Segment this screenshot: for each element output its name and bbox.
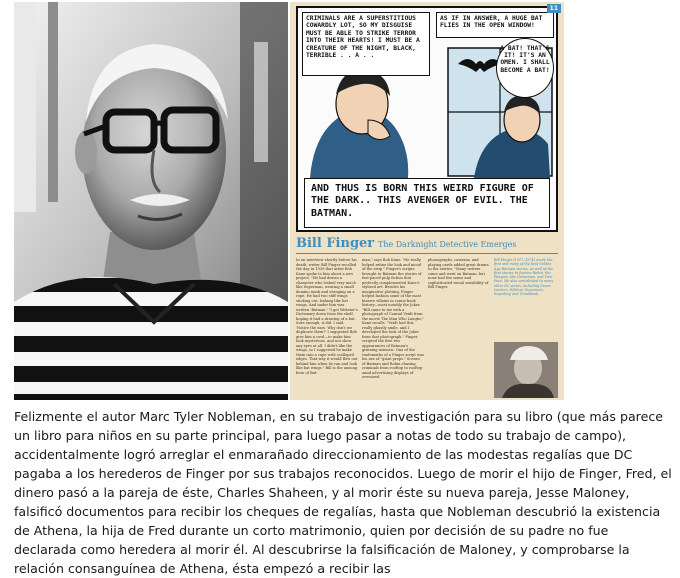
article-sidebar: Bill Finger (1917–1974) wrote the first and many of the best Golden Age Batman stories, as well as the first stories to feature Robin, the Penguin, the Catwoman, and Two-Face. He also contributed to many other DC series, including Green Lantern, Wildcat, Superman, Superboy, and Tomahawk. [494, 258, 554, 297]
comic-caption-right: AS IF IN ANSWER, A HUGE BAT FLIES IN THE OPEN WINDOW! [436, 12, 554, 38]
article-title: Bill Finger [296, 236, 375, 251]
comic-panel [296, 6, 558, 232]
comic-caption-left: CRIMINALS ARE A SUPERSTITIOUS COWARDLY LOT, SO MY DISGUISE MUST BE ABLE TO STRIKE TERROR INTO THEIR HEARTS! I MUST BE A CREATURE OF THE NIGHT, BLACK, TERRIBLE . . A . . [302, 12, 430, 76]
article-column-3: phonographs, cameras, and playing cards added great drama to the stories. "Many writers came and went on Batman, but none had the sense and sophisticated visual sensibility of Bill Finger. [428, 258, 489, 289]
article-subtitle: The Darknight Detective Emerges [378, 240, 517, 249]
magazine-page [290, 2, 564, 400]
inset-photo [494, 342, 558, 398]
article-column-2: man," says Bob Kane. "He really helped refine the look and mood of the strip." Finger's scripts brought to Batman the stories of fast-paced pulp fiction that perfectly complemented Kane's stylized art. Besides his imaginative plotting, Finger helped fashion some of the most bizarre villains in comic-book history—most notably the Joker. "Bill came to me with a photograph of Conrad Veidt from the movie The Man Who Laughs," Kane recalls. "Veidt had this really ghastly smile, and I developed the look of the Joker from that photograph." Finger scripted the first two appearances of Batman's grinning nemesis. One of the trademarks of a Finger script was his use of "giant props." Scenes of Batman and Robin chasing criminals from rooftop to rooftop amid advertising displays of oversized [362, 258, 424, 379]
comic-speech-balloon: A BAT! THAT'S IT! IT'S AN OMEN. I SHALL BECOME A BAT! [496, 38, 554, 98]
body-paragraph: Felizmente el autor Marc Tyler Nobleman, en su trabajo de investigación para su libro (que más parece un libro para niños en su parte principal, para luego pasar a notas de todo su trabajo de campo), accidentalmente logró arreglar el enmarañado direccionamiento de las modestas regalías que DC pagaba a los herederos de Finger por sus trabajos reconocidos. Luego de morir el hijo de Finger, Fred, el dinero pasó a la pareja de éste, Charles Shaheen, y al morir éste su nueva pareja, Jesse Maloney, falsificó documentos para recibir los cheques de regalías, hasta que Nobleman descubrió la existencia de Athena, la hija de Fred durante un corto matrimonio, quien por decisión de su padre no fue declarada como heredera al morir él. Al descubrirse la falsificación de Maloney, y comprobarse la relación consanguínea de Athena, ésta empezó a recibir las [14, 409, 672, 576]
inset-photo-art [494, 342, 558, 398]
portrait-illustration [14, 2, 288, 400]
article-column-1: In an interview shortly before his death, writer Bill Finger recalled the day in 1939 that artist Bob Kane spoke to him about a new project. "He had drawn a character who looked very much like Superman, wearing a small domino mask and swinging on a rope. He had two stiff wings sticking out, looking like bat wings. And under him was written 'Batman.' "I got Webster's Dictionary down from the shelf, hoping it had a drawing of a bat. Sure enough, it did. I said, 'Notice the ears. Why don't we duplicate them?' I suggested Bob give him a cowl—to make him look mysterious, and not show any eyes at all. I didn't like the wings, so I suggested he make them into a cape with scalloped edges. That way it would flow out behind him when he ran and look like bat wings." Bill is the unsung hero of Bat- [296, 258, 358, 375]
comic-bottom-caption: AND THUS IS BORN THIS WEIRD FIGURE OF THE DARK.. THIS AVENGER OF EVIL. THE BATMAN. [304, 178, 550, 228]
portrait-photo [14, 2, 288, 400]
title-rule [296, 253, 558, 254]
page-number: 11 [547, 4, 561, 13]
